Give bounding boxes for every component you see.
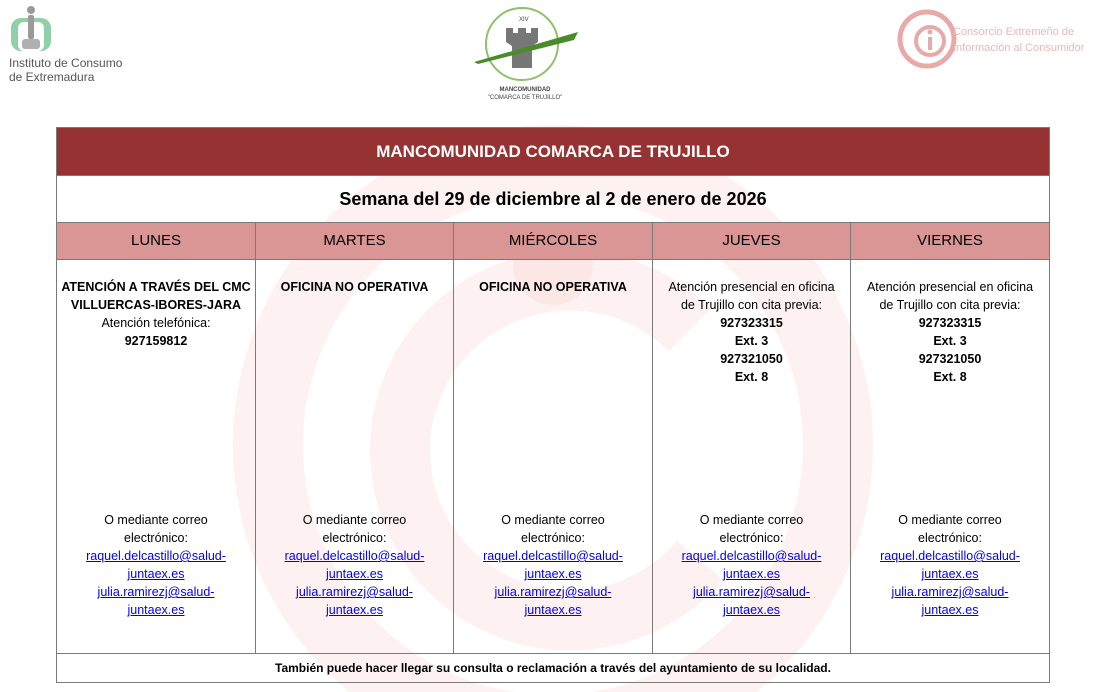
day-content-row xyxy=(57,260,1049,654)
day-cell-viernes xyxy=(851,260,1049,653)
logo-right-line2: Información al Consumidor xyxy=(953,42,1085,54)
cell-line: de Trujillo con cita previa: xyxy=(680,298,823,312)
email-intro: O mediante correo xyxy=(699,513,804,527)
day-header-jueves: JUEVES xyxy=(653,223,851,259)
email-link-julia[interactable]: julia.ramirezj@salud- juntaex.es xyxy=(891,585,1009,617)
day-cell-lunes xyxy=(57,260,256,653)
instituto-consumo-logo xyxy=(8,4,138,86)
day-header-row xyxy=(57,223,1049,260)
email-intro: electrónico: xyxy=(719,531,784,545)
phone-number: 927321050 xyxy=(918,352,982,366)
cell-line: VILLUERCAS-IBORES-JARA xyxy=(70,298,242,312)
cell-line: Atención telefónica: xyxy=(101,316,211,330)
email-intro: O mediante correo xyxy=(501,513,605,527)
phone-extension: Ext. 3 xyxy=(734,334,769,348)
logo-center-line2: "COMARCA DE TRUJILLO" xyxy=(487,95,563,101)
week-heading: Semana del 29 de diciembre al 2 de enero de 2026 xyxy=(57,176,1049,223)
logo-left-line1: Instituto de Consumo xyxy=(9,56,123,70)
day-header-viernes: VIERNES xyxy=(917,232,983,249)
phone-extension: Ext. 3 xyxy=(933,334,967,348)
day-header-lunes: LUNES xyxy=(57,223,256,259)
logo-center-line1: MANCOMUNIDAD xyxy=(499,87,551,93)
email-link-julia[interactable]: julia.ramirezj@salud- juntaex.es xyxy=(693,585,810,617)
email-intro: electrónico: xyxy=(322,531,387,545)
email-link-julia[interactable]: julia.ramirezj@salud- juntaex.es xyxy=(296,585,413,617)
cell-line: Atención presencial en oficina xyxy=(866,280,1034,294)
table-title: MANCOMUNIDAD COMARCA DE TRUJILLO xyxy=(57,128,1049,176)
logo-center-roman: XIV xyxy=(519,17,529,23)
email-intro: O mediante correo xyxy=(898,513,1002,527)
cell-line: ATENCIÓN A TRAVÉS DEL CMC xyxy=(61,280,251,294)
day-cell-martes xyxy=(256,260,454,653)
cell-line: OFICINA NO OPERATIVA xyxy=(280,280,429,294)
email-intro: electrónico: xyxy=(521,531,585,545)
logo-left-line2: de Extremadura xyxy=(9,70,95,84)
email-link-raquel[interactable]: raquel.delcastillo@salud- juntaex.es xyxy=(284,549,425,581)
email-link-raquel[interactable]: raquel.delcastillo@salud- juntaex.es xyxy=(681,549,822,581)
email-link-raquel[interactable]: raquel.delcastillo@salud- juntaex.es xyxy=(86,549,226,581)
cell-line: Atención presencial en oficina xyxy=(668,280,835,294)
logo-right-line1: Consorcio Extremeño de xyxy=(953,26,1075,38)
email-intro: electrónico: xyxy=(124,531,188,545)
phone-extension: Ext. 8 xyxy=(933,370,967,384)
cell-line: de Trujillo con cita previa: xyxy=(879,298,1021,312)
email-link-raquel[interactable]: raquel.delcastillo@salud- juntaex.es xyxy=(483,549,623,581)
day-cell-miercoles xyxy=(454,260,653,653)
footer-note: También puede hacer llegar su consulta o reclamación a través del ayuntamiento de su localidad. xyxy=(275,661,831,675)
day-header-miercoles: MIÉRCOLES xyxy=(454,223,653,259)
day-cell-jueves xyxy=(653,260,851,653)
mancomunidad-logo xyxy=(470,6,580,106)
schedule-table xyxy=(56,127,1050,683)
email-link-raquel[interactable]: raquel.delcastillo@salud- juntaex.es xyxy=(880,549,1020,581)
email-link-julia[interactable]: julia.ramirezj@salud- juntaex.es xyxy=(494,585,612,617)
email-intro: O mediante correo xyxy=(104,513,208,527)
cell-line: OFICINA NO OPERATIVA xyxy=(479,280,627,294)
email-intro: O mediante correo xyxy=(302,513,407,527)
consorcio-logo xyxy=(895,6,1100,72)
phone-number: 927321050 xyxy=(720,352,783,366)
email-intro: electrónico: xyxy=(918,531,982,545)
email-link-julia[interactable]: julia.ramirezj@salud- juntaex.es xyxy=(97,585,215,617)
instituto-consumo-icon xyxy=(8,4,54,54)
phone-extension: Ext. 8 xyxy=(734,370,769,384)
info-circle-icon xyxy=(895,6,957,72)
day-header-martes: MARTES xyxy=(256,223,454,259)
phone-number: 927323315 xyxy=(720,316,783,330)
phone-number: 927159812 xyxy=(124,334,188,348)
phone-number: 927323315 xyxy=(918,316,982,330)
